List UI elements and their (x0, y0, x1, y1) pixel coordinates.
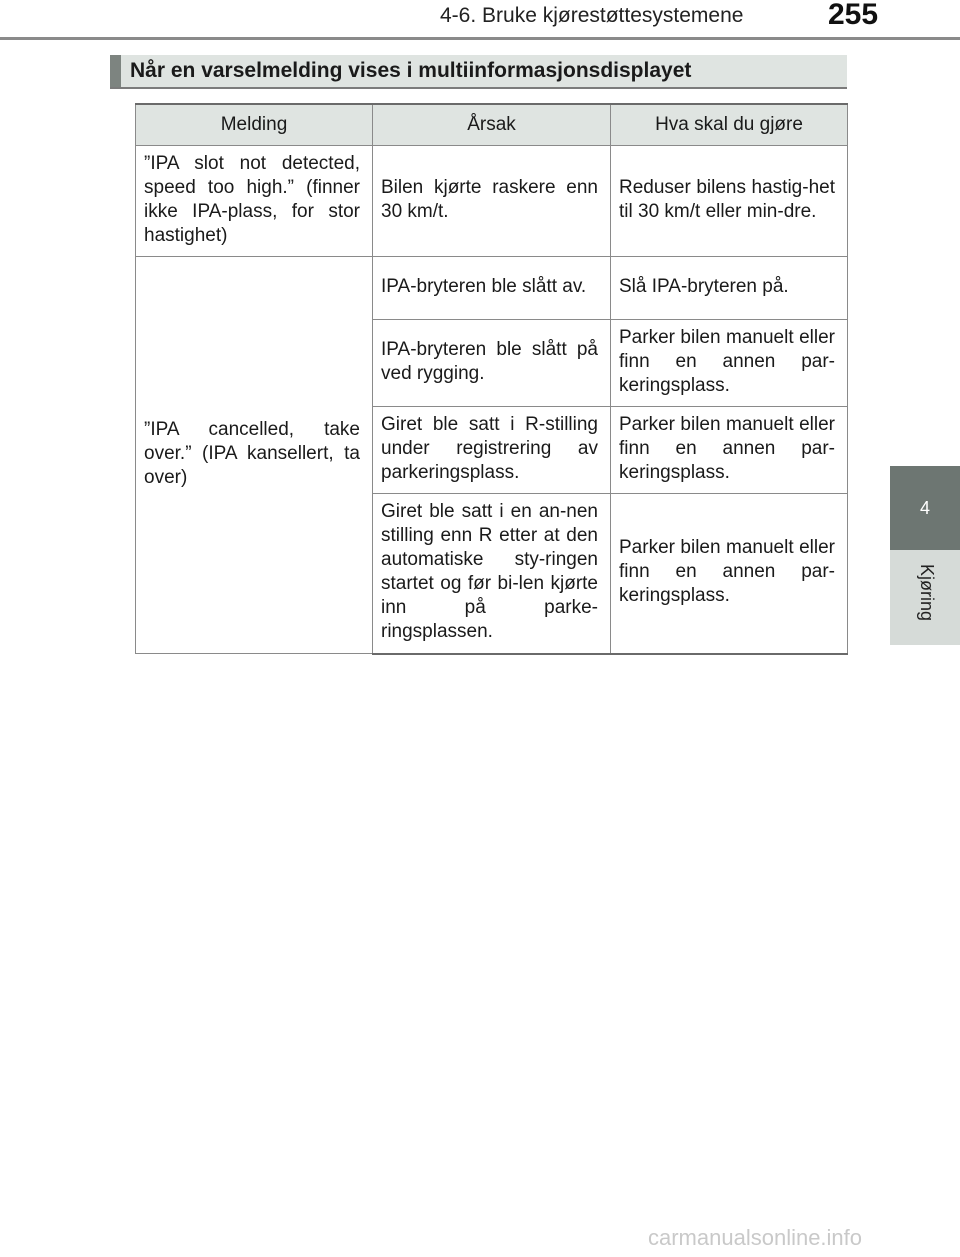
section-heading (110, 55, 847, 89)
table-row (136, 146, 848, 257)
chapter-number: 4 (919, 497, 930, 518)
action-cell: Parker bilen manuelt eller finn en annen par-keringsplass. (611, 320, 848, 407)
cause-cell: IPA-bryteren ble slått på ved rygging. (373, 320, 611, 407)
column-header-action: Hva skal du gjøre (611, 104, 848, 146)
action-cell: Reduser bilens hastig-het til 30 km/t eller min-dre. (611, 146, 848, 257)
action-cell: Slå IPA-bryteren på. (611, 257, 848, 320)
section-heading-bar (110, 55, 121, 87)
header-divider (0, 37, 960, 40)
chapter-tab-number (890, 466, 960, 550)
page-number: 255 (828, 0, 879, 31)
cause-cell: Giret ble satt i R-stilling under registrering av parkeringsplass. (373, 407, 611, 494)
running-header: 4-6. Bruke kjørestøttesystemene (440, 4, 744, 27)
column-header-message: Melding (136, 104, 373, 146)
message-cell: ”IPA cancelled, take over.” (IPA kansellert, ta over) (136, 257, 373, 654)
table-row (136, 257, 848, 320)
section-heading-text: Når en varselmelding vises i multiinformasjonsdisplayet (130, 59, 692, 82)
action-cell: Parker bilen manuelt eller finn en annen par-keringsplass. (611, 407, 848, 494)
column-header-cause: Årsak (373, 104, 611, 146)
cause-cell: Bilen kjørte raskere enn 30 km/t. (373, 146, 611, 257)
chapter-label: Kjøring (917, 564, 937, 622)
table-header-row (136, 104, 848, 146)
watermark: carmanualsonline.info (648, 1225, 863, 1250)
cause-cell: IPA-bryteren ble slått av. (373, 257, 611, 320)
message-cell: ”IPA slot not detected, speed too high.” (finner ikke IPA-plass, for stor hastighet) (136, 146, 373, 257)
action-cell: Parker bilen manuelt eller finn en annen par-keringsplass. (611, 494, 848, 654)
warning-message-table (135, 103, 848, 655)
cause-cell: Giret ble satt i en an-nen stilling enn R etter at den automatiske sty-ringen startet og før bi-len kjørte inn på parke-ringsplassen. (373, 494, 611, 654)
chapter-tab-label (890, 550, 960, 645)
